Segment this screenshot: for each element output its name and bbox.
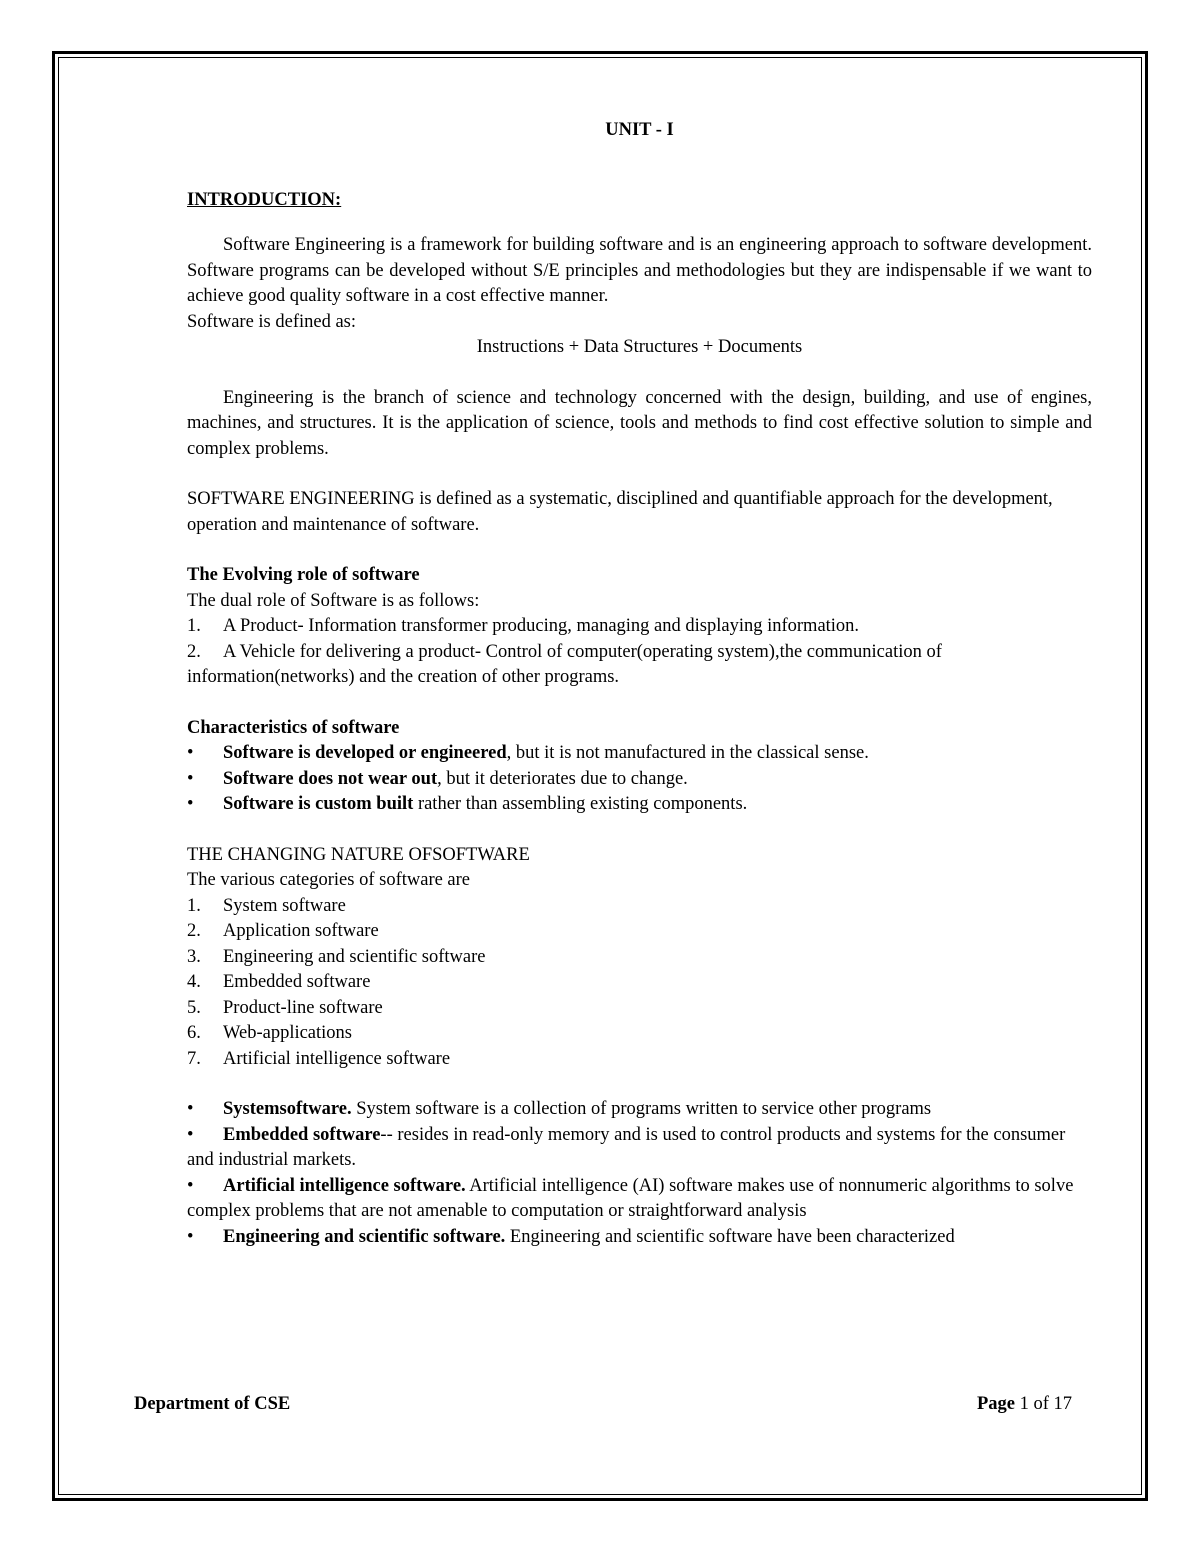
list-item: 1. A Product- Information transformer producing, managing and displaying information. [187, 616, 860, 636]
bullet-icon: • [187, 1099, 194, 1119]
list-item: 5. Product-line software [187, 997, 383, 1018]
list-item: • Software is developed or engineered, but it is not manufactured in the classical sense. [187, 741, 1092, 767]
software-formula: Instructions + Data Structures + Documents [476, 337, 803, 357]
list-item: • Engineering and scientific software. Engineering and scientific software have been characterized [187, 1225, 1092, 1251]
footer-department: Department of CSE [134, 1394, 291, 1414]
se-term: SOFTWARE ENGINEERING [187, 489, 415, 509]
bullet-icon: • [187, 1226, 194, 1247]
unit-title: UNIT - I [605, 120, 674, 140]
se-definition-text: is defined as a systematic, disciplined and quantifiable approach for the development, operation and maintenance of software. [187, 489, 1053, 535]
document-body [187, 118, 1092, 1250]
list-item: • Software does not wear out, but it deteriorates due to change. [187, 767, 1092, 793]
intro-paragraph-1: Software Engineering is a framework for building software and is an engineering approach to software development. Software programs can be developed without S/E principles and methodologies but they are indispensable if we want to achieve good quality software in a cost effective manner. [187, 235, 1092, 306]
footer-page-number: Page 1 of 17 [976, 1394, 1072, 1414]
se-definition [187, 487, 1092, 538]
bullet-icon: • [187, 1175, 194, 1196]
intro-paragraph-2: Engineering is the branch of science and technology concerned with the design, building, and use of engines, machines, and structures. It is the application of science, tools and methods to find cost effective solution to simple and complex problems. [187, 387, 1092, 459]
list-item: 2. Application software [187, 921, 379, 941]
evolving-heading: The Evolving role of software [187, 565, 420, 585]
bullet-icon: • [187, 768, 194, 789]
bullet-icon: • [187, 743, 194, 763]
list-item: 1. System software [187, 895, 346, 916]
list-item: 2. A Vehicle for delivering a product- Control of computer(operating system),the communication of information(networks) and the creation of other programs. [187, 641, 942, 687]
list-item: 3. Engineering and scientific software [187, 946, 486, 967]
list-item: • Artificial intelligence software. Artificial intelligence (AI) software makes use of nonnumeric algorithms to solve complex problems that are not amenable to computation or straightforward analysis [187, 1175, 1074, 1221]
evolving-lead: The dual role of Software is as follows: [187, 590, 480, 611]
list-item: 4. Embedded software [187, 972, 371, 992]
characteristics-list [187, 741, 1092, 818]
list-item: 7. Artificial intelligence software [187, 1048, 451, 1069]
list-item: 6. Web-applications [187, 1023, 352, 1043]
changing-lead: The various categories of software are [187, 870, 471, 890]
bullet-icon: • [187, 794, 194, 814]
categories-list [187, 894, 1092, 1073]
page-footer [134, 1394, 1072, 1415]
bullet-icon: • [187, 1124, 194, 1145]
intro-heading: INTRODUCTION: [187, 189, 342, 210]
category-details-list [187, 1097, 1092, 1250]
list-item: • Software is custom built rather than assembling existing components. [187, 792, 1092, 818]
list-item: • Systemsoftware. System software is a collection of programs written to service other programs [187, 1097, 1092, 1123]
characteristics-heading: Characteristics of software [187, 717, 400, 738]
evolving-list [187, 614, 1092, 691]
list-item: • Embedded software-- resides in read-only memory and is used to control products and systems for the consumer and industrial markets. [187, 1124, 1066, 1170]
changing-heading: THE CHANGING NATURE OFSOFTWARE [187, 844, 530, 865]
definition-lead: Software is defined as: [187, 311, 357, 332]
